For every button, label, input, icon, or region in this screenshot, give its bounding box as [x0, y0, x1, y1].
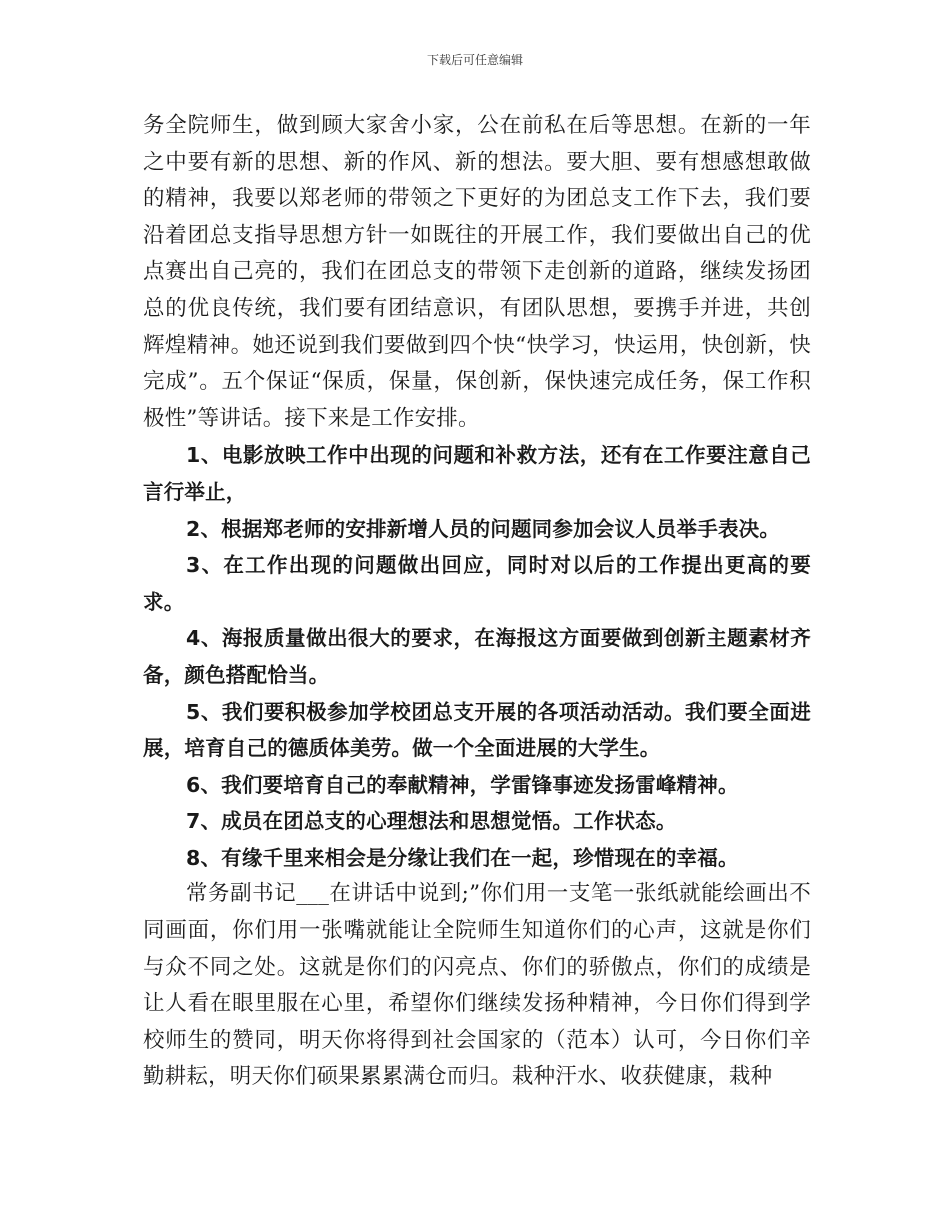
list-item-8: 8、有缘千里来相会是分缘让我们在一起，珍惜现在的幸福。	[186, 845, 739, 870]
list-item-4: 4、海报质量做出很大的要求，在海报这方面要做到创新主题素材齐备，颜色搭配恰当。	[143, 626, 811, 687]
paragraph-intro: 务全院师生，做到顾大家舍小家，公在前私在后等思想。在新的一年之中要有新的思想、新的作风、新的想法。要大胆、要有想感想敢做的精神，我要以郑老师的带领之下更好的为团总支工作下去，我们要沿着团总支指导思想方针一如既往的开展工作，我们要做出自己的优点赛出自己亮的，我们在团总支的带领下走创新的道路，继续发扬团总的优良传统，我们要有团结意识，有团队思想，要携手并进，共创辉煌精神。她还说到我们要做到四个快“快学习，快运用，快创新，快完成”。五个保证“保质，保量，保创新，保快速完成任务，保工作积极性”等讲话。接下来是工作安排。	[143, 113, 811, 431]
paragraph-speech: 常务副书记___在讲话中说到;”你们用一支笔一张纸就能绘画出不同画面，你们用一张嘴就能让全院师生知道你们的心声，这就是你们与众不同之处。这就是你们的闪亮点、你们的骄傲点，你们的成绩是让人看在眼里服在心里，希望你们继续发扬种精神，今日你们得到学校师生的赞同，明天你将得到社会国家的（范本）认可，今日你们辛勤耕耘，明天你们硕果累累满仓而归。栽种汗水、收获健康，栽种	[143, 881, 811, 1090]
list-item-7: 7、成员在团总支的心理想法和思想觉悟。工作状态。	[186, 809, 677, 834]
list-item-1: 1、电影放映工作中出现的问题和补救方法，还有在工作要注意自己言行举止，	[143, 443, 811, 504]
list-item-3: 3、在工作出现的问题做出回应，同时对以后的工作提出更高的要求。	[143, 553, 811, 614]
list-item-6: 6、我们要培育自己的奉献精神，学雷锋事迹发扬雷峰精神。	[186, 772, 739, 797]
document-body	[143, 108, 811, 1096]
list-item-2: 2、根据郑老师的安排新增人员的问题同参加会议人员举手表决。	[186, 516, 781, 541]
page-header-note: 下载后可任意编辑	[426, 53, 523, 67]
list-item-5: 5、我们要积极参加学校团总支开展的各项活动活动。我们要全面进展，培育自己的德质体美劳。做一个全面进展的大学生。	[143, 699, 811, 761]
